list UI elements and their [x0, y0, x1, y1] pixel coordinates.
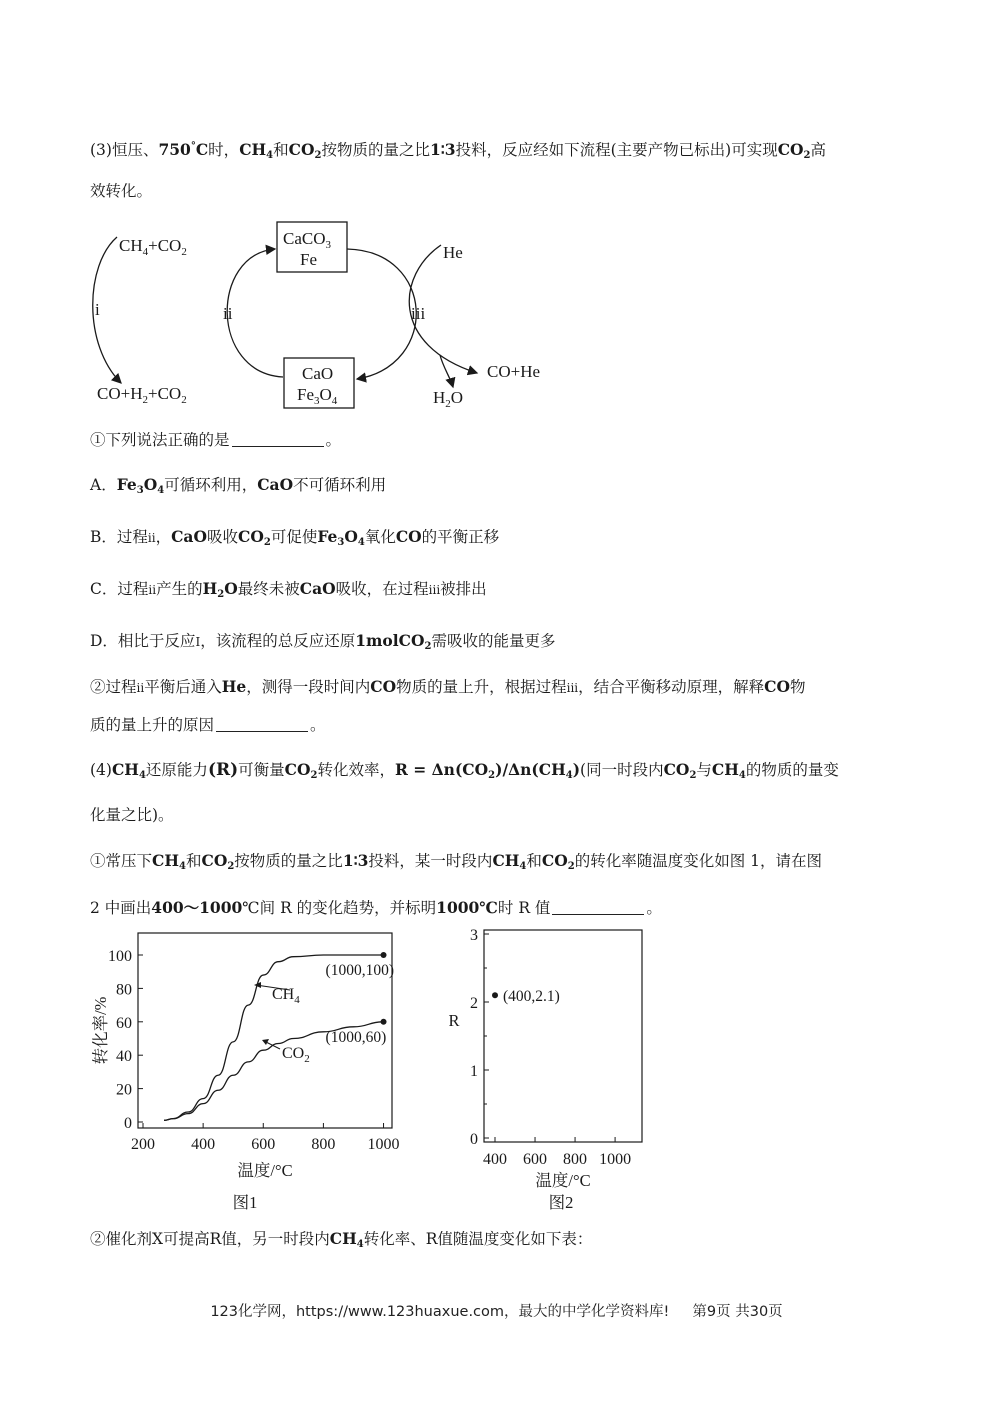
flow-co-he: CO+He: [487, 362, 541, 381]
q4-sub2: ②催化剂X可提高R值，另一时段内$CH_4$转化率、R值随温度变化如下表：: [90, 1229, 593, 1250]
co2-label-arrowhead: [262, 1039, 269, 1045]
y-tick-label: 1: [470, 1063, 478, 1080]
y-axis-label: R: [448, 1011, 460, 1030]
y-tick-label: 60: [116, 1014, 132, 1032]
box1-line1: CaCO$_3$: [283, 229, 331, 251]
data-point: [492, 992, 498, 998]
flow-he: He: [443, 243, 463, 262]
answer-blank-2[interactable]: [216, 717, 308, 732]
x-tick-label: 800: [311, 1136, 336, 1153]
label-ii: ii: [223, 304, 233, 323]
figure-caption: 图1: [232, 1193, 258, 1212]
box1-line2: Fe: [300, 250, 317, 269]
x-axis-label: 温度/°C: [237, 1161, 293, 1180]
x-tick-label: 600: [523, 1151, 548, 1168]
option-b: B．过程ii，CaO吸收$CO_2$可促使$Fe_3O_4$氧化CO的平衡正移: [90, 527, 500, 548]
y-tick-label: 2: [470, 995, 478, 1012]
q4-sub1-line2: 2 中画出400～1000℃间 R 的变化趋势，并标明1000℃时 R 值 。: [90, 898, 662, 917]
x-tick-label: 800: [563, 1151, 588, 1168]
q3-line2: 效转化。: [90, 182, 153, 200]
box2-line1: CaO: [302, 364, 334, 383]
q3-sub1: ①下列说法正确的是 。: [90, 431, 342, 449]
data-point: [381, 1019, 387, 1025]
figure-caption: 图2: [548, 1193, 574, 1212]
option-d: D．相比于反应I，该流程的总反应还原1molCO$_2$需吸收的能量更多: [90, 631, 556, 652]
q3-sub2-line1: ②过程ii平衡后通入He，测得一段时间内CO物质的量上升，根据过程iii，结合平衡移动原理，解释CO物: [90, 677, 806, 696]
y-tick-label: 20: [116, 1081, 132, 1099]
option-a: A．$Fe_3O_4$可循环利用，CaO不可循环利用: [90, 475, 387, 496]
flow-ch4-co2: $CH_4+CO_2$: [119, 236, 187, 258]
flow-products: $CO+H_2+CO_2$: [97, 384, 187, 406]
series-label-co2: $CO_2$: [282, 1045, 310, 1065]
y-axis-label: 转化率/%: [91, 996, 110, 1065]
point-label: (1000,100): [325, 962, 394, 979]
q3-line1: (3)恒压、750°C时，$CH_4$和$CO_2$按物质的量之比1∶3投料，反应经如下流程(主要产物已标出)可实现$CO_2$高: [90, 140, 827, 162]
arrow-iii: [347, 249, 416, 379]
x-tick-label: 600: [251, 1136, 276, 1153]
x-tick-label: 200: [131, 1136, 155, 1153]
box2-line2: $Fe_3O_4$: [297, 385, 338, 407]
q3-sub2-line2: 质的量上升的原因 。: [90, 716, 326, 734]
arrow-ii: [227, 249, 283, 377]
label-iii: iii: [411, 304, 426, 323]
y-tick-label: 0: [124, 1115, 132, 1132]
x-tick-label: 1000: [367, 1136, 400, 1153]
y-tick-label: 100: [108, 948, 132, 965]
q4-line1: $(4)CH_4$还原能力(R)可衡量$CO_2$转化效率，$R = \Delta n(CO_2)/\Delta n(CH_4)$(同一时段内$CO_2$与$CH_4$的物质的量变: [90, 760, 839, 781]
x-tick-label: 400: [483, 1151, 508, 1168]
figure-2-r-chart: [438, 922, 668, 1212]
series-label-ch4: $CH_4$: [272, 986, 300, 1006]
y-tick-label: 3: [470, 927, 478, 944]
data-point: [381, 952, 387, 958]
y-tick-label: 0: [470, 1131, 478, 1148]
reaction-flow-diagram: [85, 215, 565, 415]
q4-sub1-line1: ①常压下$CH_4$和$CO_2$按物质的量之比1∶3投料，某一时段内$CH_4$和$CO_2$的转化率随温度变化如图 1，请在图: [90, 851, 823, 872]
footer-page-number: 第9页 共30页: [692, 1304, 783, 1320]
x-axis-label: 温度/°C: [535, 1171, 591, 1190]
point-label: (1000,60): [325, 1028, 387, 1046]
point-label: (400,2.1): [503, 988, 560, 1006]
y-tick-label: 80: [116, 981, 132, 999]
footer-site: 123化学网，https://www.123huaxue.com，最大的中学化学资料库!: [210, 1304, 670, 1320]
page-footer: [0, 1300, 993, 1321]
figure-1-conversion-chart: [80, 925, 410, 1215]
flow-h2o: $H_2O$: [433, 388, 464, 410]
x-tick-label: 400: [191, 1136, 216, 1153]
answer-blank-3[interactable]: [552, 900, 644, 915]
q4-line2: 化量之比)。: [90, 806, 174, 824]
plot-frame: [484, 930, 642, 1142]
x-tick-label: 1000: [599, 1151, 632, 1168]
answer-blank-1[interactable]: [232, 432, 324, 447]
option-c: C．过程ii产生的$H_2O$最终未被CaO吸收，在过程iii被排出: [90, 579, 487, 600]
label-i: i: [95, 300, 100, 319]
y-tick-label: 40: [116, 1048, 132, 1066]
